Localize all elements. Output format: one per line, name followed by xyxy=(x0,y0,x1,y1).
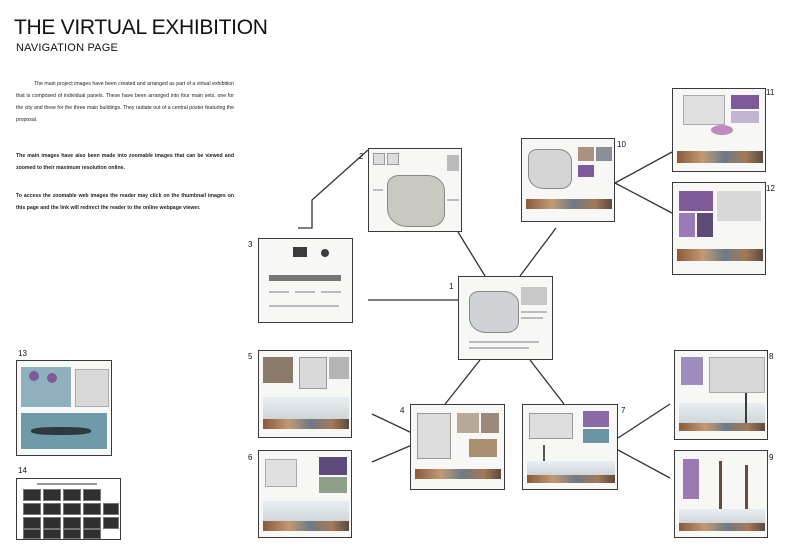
panel-3-thumbnail[interactable] xyxy=(258,238,353,323)
panel-number-1: 1 xyxy=(449,282,454,291)
panel-number-10: 10 xyxy=(617,140,626,149)
connector-4-6 xyxy=(372,445,412,462)
panel-4-thumbnail[interactable] xyxy=(410,404,505,490)
panel-5-thumbnail[interactable] xyxy=(258,350,352,438)
intro-paragraph-1: The main project images have been created and arranged as part of a virtual exhibition that is composed of individual panels. These have been arranged into four main sets, one for the city and three for the three main buildings. They radiate out of a central poster featuring the proposal. xyxy=(16,81,234,123)
panel-number-14: 14 xyxy=(18,466,27,475)
connector-2-3 xyxy=(298,150,368,228)
panel-1-thumbnail[interactable] xyxy=(458,276,553,360)
panel-number-11: 11 xyxy=(766,88,775,97)
panel-number-4: 4 xyxy=(400,406,405,415)
connector-1-7 xyxy=(530,360,564,404)
connector-1-2 xyxy=(458,232,485,276)
page-title: THE VIRTUAL EXHIBITION xyxy=(14,16,268,39)
intro-paragraph-3: To access the zoomable web images the reader may click on the thumbnail images on this page and the link will redirect the reader to the online webpage viewer. xyxy=(16,193,234,211)
connector-7-9 xyxy=(618,450,670,478)
panel-number-13: 13 xyxy=(18,349,27,358)
panel-number-9: 9 xyxy=(769,453,774,462)
connector-7-8 xyxy=(618,404,670,438)
panel-12-thumbnail[interactable] xyxy=(672,182,766,275)
panel-number-6: 6 xyxy=(248,453,253,462)
panel-7-thumbnail[interactable] xyxy=(522,404,618,490)
connector-1-10 xyxy=(520,228,556,276)
page-subtitle: NAVIGATION PAGE xyxy=(16,42,119,54)
panel-number-3: 3 xyxy=(248,240,253,249)
panel-number-8: 8 xyxy=(769,352,774,361)
panel-number-12: 12 xyxy=(766,184,775,193)
panel-14-thumbnail[interactable] xyxy=(16,478,121,540)
panel-8-thumbnail[interactable] xyxy=(674,350,768,440)
connector-1-4 xyxy=(442,360,480,408)
connector-10-12 xyxy=(615,183,672,213)
panel-2-thumbnail[interactable] xyxy=(368,148,462,232)
connector-4-5 xyxy=(372,414,412,433)
panel-6-thumbnail[interactable] xyxy=(258,450,352,538)
panel-number-5: 5 xyxy=(248,352,253,361)
panel-10-thumbnail[interactable] xyxy=(521,138,615,222)
panel-number-2: 2 xyxy=(359,152,364,161)
panel-9-thumbnail[interactable] xyxy=(674,450,768,538)
connector-10-11 xyxy=(615,152,672,183)
intro-paragraph-2: The main images have also been made into zoomable images that can be viewed and zoomed to their maximum resolution online. xyxy=(16,153,234,171)
panel-number-7: 7 xyxy=(621,406,626,415)
panel-13-thumbnail[interactable] xyxy=(16,360,112,456)
panel-11-thumbnail[interactable] xyxy=(672,88,766,172)
